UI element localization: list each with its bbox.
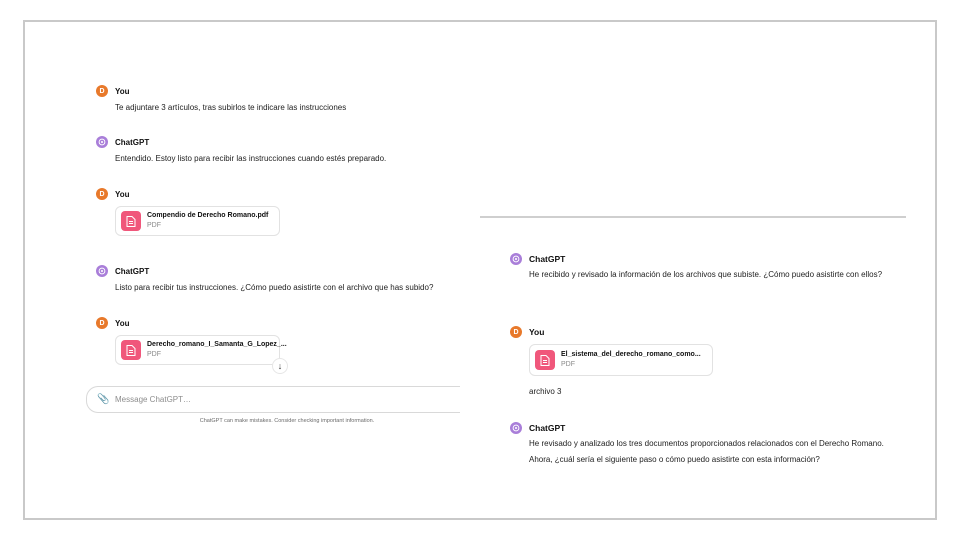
- file-name: Derecho_romano_I_Samanta_G_Lopez_...: [147, 341, 287, 348]
- author-name: ChatGPT: [115, 137, 150, 147]
- message-text: archivo 3: [529, 387, 562, 396]
- document-icon: [121, 211, 141, 231]
- file-attachment[interactable]: [115, 335, 287, 365]
- message-user-2: [96, 188, 280, 236]
- document-icon: [535, 350, 555, 370]
- file-type: PDF: [561, 361, 575, 368]
- message-composer: [86, 386, 460, 413]
- author-name: ChatGPT: [529, 254, 566, 264]
- user-avatar: D: [510, 326, 522, 338]
- chatgpt-logo-icon: [96, 136, 108, 148]
- message-assistant-4: [510, 422, 905, 468]
- message-user-3: [96, 317, 287, 365]
- file-type: PDF: [147, 351, 161, 358]
- chatgpt-logo-icon: [510, 422, 522, 434]
- author-name: You: [529, 327, 545, 337]
- disclaimer-text: ChatGPT can make mistakes. Consider checking important information.: [199, 418, 375, 424]
- user-avatar: D: [96, 317, 108, 329]
- chatgpt-logo-icon: [510, 253, 522, 265]
- author-name: ChatGPT: [115, 266, 150, 276]
- user-avatar: D: [96, 85, 108, 97]
- author-name: ChatGPT: [529, 423, 566, 433]
- message-user-4: [510, 326, 905, 400]
- document-icon: [121, 340, 141, 360]
- user-avatar: D: [96, 188, 108, 200]
- message-assistant-2: [96, 265, 433, 294]
- section-divider: [480, 216, 906, 218]
- paperclip-icon[interactable]: 📎: [97, 394, 110, 405]
- file-attachment[interactable]: [529, 344, 713, 376]
- message-text: Entendido. Estoy listo para recibir las instrucciones cuando estés preparado.: [115, 154, 387, 163]
- message-text: He revisado y analizado los tres documentos proporcionados relacionados con el Derecho Romano. Ahora, ¿cuál sería el siguiente paso o cómo puedo asistirte con esta información?: [529, 439, 884, 464]
- author-name: You: [115, 318, 130, 328]
- message-assistant-1: [96, 136, 386, 165]
- message-text: Te adjuntare 3 artículos, tras subirlos te indicare las instrucciones: [115, 103, 347, 112]
- scroll-down-button[interactable]: [272, 358, 288, 374]
- message-user-1: [96, 85, 346, 114]
- message-input[interactable]: [115, 395, 415, 404]
- author-name: You: [115, 189, 130, 199]
- file-attachment[interactable]: [115, 206, 280, 236]
- author-name: You: [115, 86, 130, 96]
- file-name: Compendio de Derecho Romano.pdf: [147, 212, 269, 219]
- message-assistant-3: [510, 253, 905, 283]
- chatgpt-logo-icon: [96, 265, 108, 277]
- message-text: Listo para recibir tus instrucciones. ¿Cómo puedo asistirte con el archivo que has subido?: [115, 283, 434, 292]
- file-name: El_sistema_del_derecho_romano_como...: [561, 351, 701, 358]
- message-text: He recibido y revisado la información de los archivos que subiste. ¿Cómo puedo asistirte con ellos?: [529, 270, 883, 279]
- arrow-down-icon: ↓: [277, 361, 283, 371]
- file-type: PDF: [147, 222, 161, 229]
